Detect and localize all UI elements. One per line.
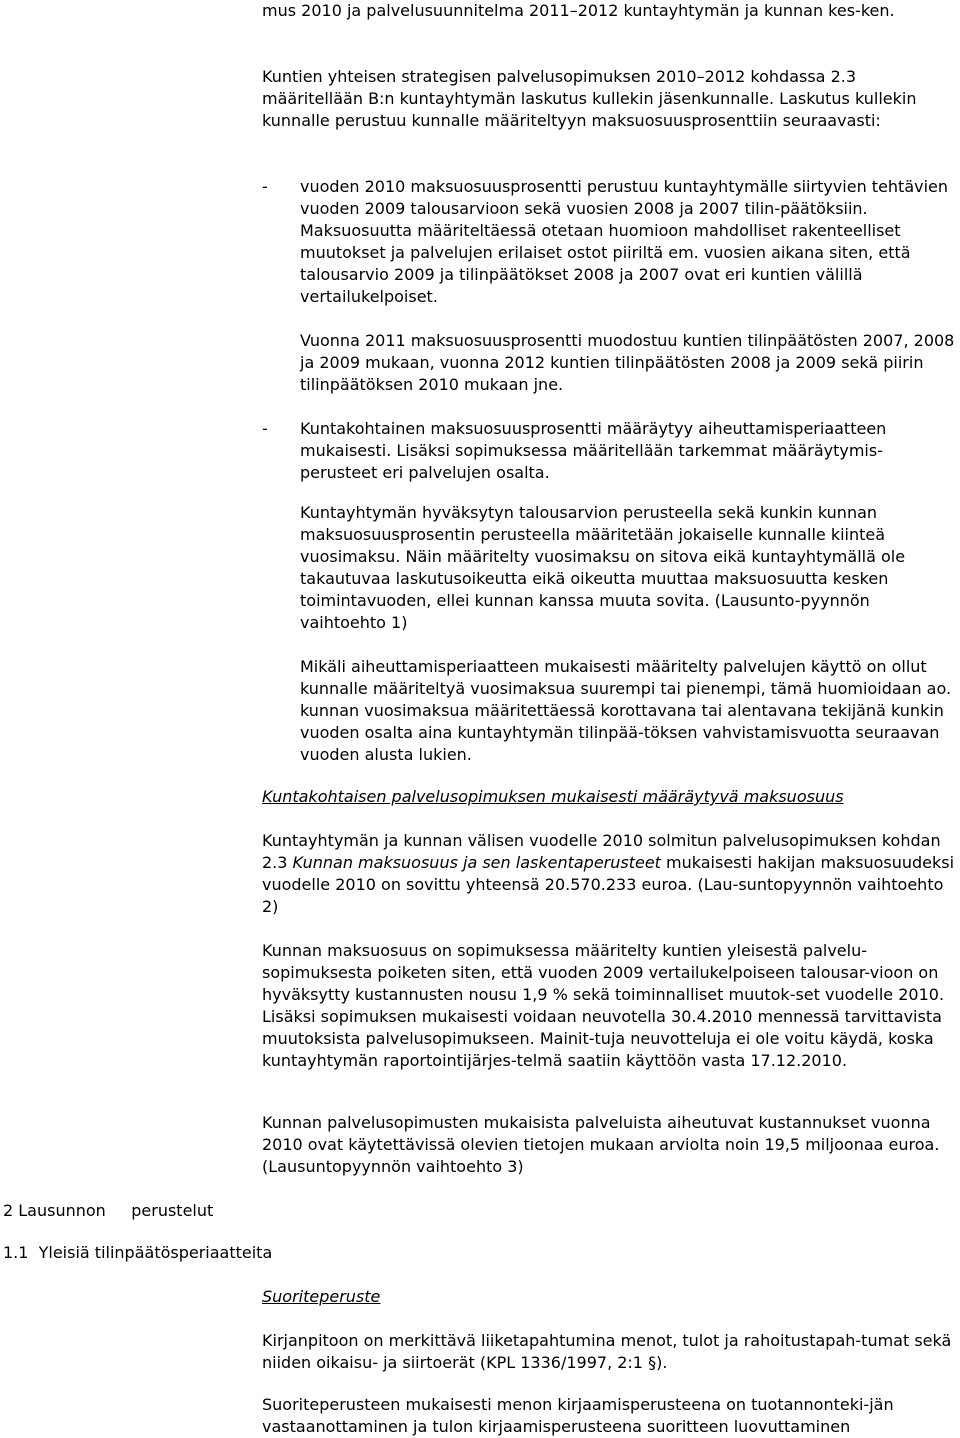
paragraph-accrual: Suoriteperusteen mukaisesti menon kirjaamisperusteena on tuotannonteki-jän vastaanottaminen ja tulon kirjaamisperusteena suoritteen luovuttaminen: [262, 1395, 894, 1436]
section-heading-municipal-share: Kuntakohtaisen palvelusopimuksen mukaisesti määräytyvä maksuosuus: [262, 787, 844, 806]
section-heading-accrual-basis: Suoriteperuste: [262, 1287, 381, 1306]
bullet-dash-1: -: [262, 177, 268, 196]
bullet-dash-2: -: [262, 419, 268, 438]
bullet2-paragraph-a: Kuntakohtainen maksuosuusprosentti määräytyy aiheuttamisperiaatteen mukaisesti. Lisäksi sopimuksessa määritellään tarkemmat määräytymis-perusteet eri palvelujen osalta.: [300, 419, 887, 482]
bullet1-paragraph-a: vuoden 2010 maksuosuusprosentti perustuu kuntayhtymälle siirtyvien tehtävien vuoden 2009 talousarvioon sekä vuosien 2008 ja 2007 tilin-päätöksiin. Maksuosuutta määriteltäessä otetaan huomioon mahdolliset rakenteelliset muutokset ja palvelujen erilaiset ostot piiriltä em. vuosien aikana siten, että talousarvio 2009 ja tilinpäätökset 2008 ja 2007 ovat eri kuntien välillä vertailukelpoiset.: [300, 177, 949, 306]
bullet1-paragraph-b: Vuonna 2011 maksuosuusprosentti muodostuu kuntien tilinpäätösten 2007, 2008 ja 2009 mukaan, vuonna 2012 kuntien tilinpäätösten 2008 ja 2009 sekä piirin tilinpäätöksen 2010 mukaan jne.: [300, 331, 955, 394]
paragraph-top: mus 2010 ja palvelusuunnitelma 2011–2012 kuntayhtymän ja kunnan kes-ken.: [262, 1, 895, 20]
paragraph-strategic-agreement: Kuntien yhteisen strategisen palvelusopimuksen 2010–2012 kohdassa 2.3 määritellään B:n kuntayhtymän laskutus kullekin jäsenkunnalle. Laskutus kullekin kunnalle perustuu kunnalle määriteltyyn maksuosuusprosenttiin seuraavasti:: [262, 67, 917, 130]
agreement-section-title: Kunnan maksuosuus ja sen laskentaperusteet: [292, 853, 661, 872]
left-heading-principles: 1.1 Yleisiä tilinpäätösperiaatteita: [3, 1243, 273, 1262]
paragraph-municipal-share: Kunnan maksuosuus on sopimuksessa määritelty kuntien yleisestä palvelu-sopimuksesta poiketen siten, että vuoden 2009 vertailukelpoiseen talousar-vioon on hyväksytty kustannusten nousu 1,9 % sekä toiminnalliset muutok-set vuodelle 2010. Lisäksi sopimuksen mukaisesti voidaan neuvotella 30.4.2010 mennessä tarvittavista muutoksista palvelusopimukseen. Mainit-tuja neuvotteluja ei ole voitu käydä, koska kuntayhtymän raportointijärjes-telmä saatiin käyttöön vasta 17.12.2010.: [262, 941, 945, 1070]
left-heading-reasons: 2 Lausunnon perustelut: [3, 1201, 214, 1220]
agreement-text-start: Kuntayhtymän ja kunnan välisen vuodelle 2010 solmitun palvelusopimuksen kohdan 2.3: [262, 831, 941, 872]
paragraph-costs-2010: Kunnan palvelusopimusten mukaisista palveluista aiheutuvat kustannukset vuonna 2010 ovat käytettävissä olevien tietojen mukaan arviolta noin 19,5 miljoonaa euroa. (Lausuntopyynnön vaihtoehto 3): [262, 1113, 940, 1176]
agreement-text-end: mukaisesti hakijan maksuosuudeksi vuodelle 2010 on sovittu yhteensä 20.570.233 euroa. (Lau-suntopyynnön vaihtoehto 2): [262, 853, 955, 916]
paragraph-bookkeeping: Kirjanpitoon on merkittävä liiketapahtumina menot, tulot ja rahoitustapah-tumat sekä niiden oikaisu- ja siirtoerät (KPL 1336/1997, 2:1 §).: [262, 1331, 952, 1372]
bullet2-paragraph-b: Kuntayhtymän hyväksytyn talousarvion perusteella sekä kunkin kunnan maksuosuusprosentin perusteella määritetään jokaiselle kunnalle kiinteä vuosimaksu. Näin määritelty vuosimaksu on sitova eikä kuntayhtymällä ole takautuvaa laskutusoikeutta eikä oikeutta muuttaa maksuosuutta kesken toimintavuoden, ellei kunnan kanssa muuta sovita. (Lausunto-pyynnön vaihtoehto 1): [300, 503, 906, 632]
paragraph-service-agreement: [262, 830, 958, 918]
bullet2-paragraph-c: Mikäli aiheuttamisperiaatteen mukaisesti määritelty palvelujen käyttö on ollut kunnalle määriteltyä vuosimaksua suurempi tai pienempi, tämä huomioidaan ao. kunnan vuosimaksua määritettäessä korottavana tai alentavana tekijänä kunkin vuoden osalta aina kuntayhtymän tilinpää-töksen vahvistamisvuotta seuraavan vuoden alusta lukien.: [300, 657, 952, 764]
